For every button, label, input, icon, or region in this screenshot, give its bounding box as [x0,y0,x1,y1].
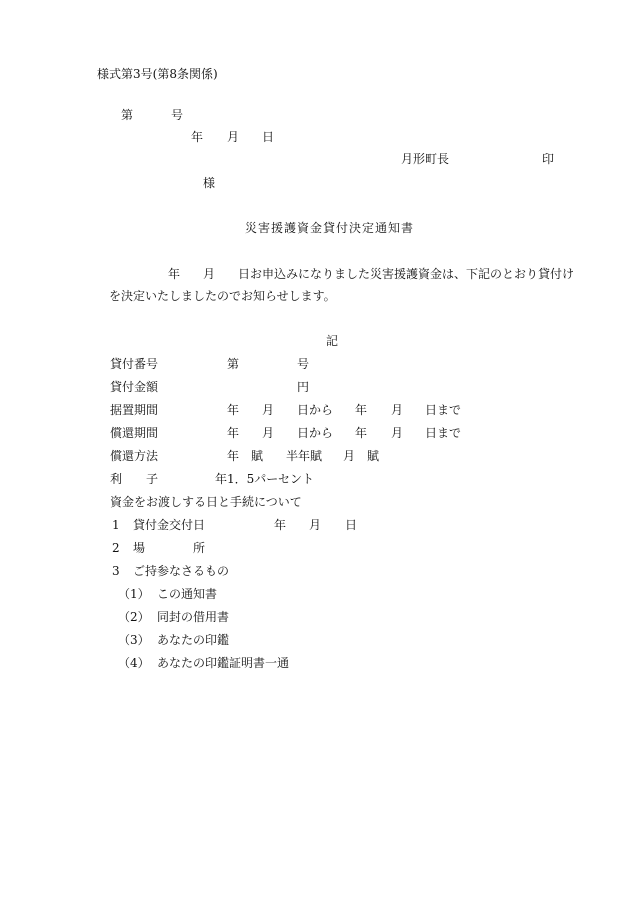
interest-rate: 年1．5パーセント [215,472,315,486]
repayment-month-2: 月 [391,426,404,440]
issue-date-day: 日 [262,130,275,144]
bring-item-text: あなたの印鑑証明書一通 [157,656,290,670]
deferral-until: 日まで [425,403,462,417]
delivery-item1-year: 年 [274,518,287,532]
delivery-item3-num: 3 [112,564,120,578]
doc-number-go: 号 [171,108,184,122]
delivery-item1-num: 1 [112,518,120,532]
repayment-until: 日まで [425,426,462,440]
loan-number-go: 号 [297,357,310,371]
repayment-period-label: 償還期間 [110,426,159,440]
bring-item-num: （1） [118,587,150,601]
repayment-method-label: 償還方法 [110,449,159,463]
loan-amount-label: 貸付金額 [110,380,159,394]
application-year: 年 [168,267,181,281]
deferral-year-2: 年 [355,403,368,417]
issue-date-year: 年 [191,130,204,144]
repayment-annual: 年 賦 [227,449,264,463]
ki-heading: 記 [326,334,339,348]
body-line-2: を決定いたしましたのでお知らせします。 [109,289,336,303]
repayment-month-1: 月 [262,426,275,440]
repayment-from: 日から [297,426,334,440]
recipient-sama: 様 [203,176,216,190]
loan-number-label: 貸付番号 [110,357,159,371]
delivery-item1-label: 貸付金交付日 [133,518,206,532]
issuer-name: 月形町長 [401,152,450,166]
bring-item-text: 同封の借用書 [157,610,230,624]
deferral-year-1: 年 [227,403,240,417]
bring-item-num: （2） [118,610,150,624]
bring-item-num: （4） [118,656,150,670]
repayment-semiannual: 半年賦 [286,449,323,463]
bring-item-text: あなたの印鑑 [157,633,230,647]
delivery-item1-day: 日 [345,518,358,532]
delivery-heading: 資金をお渡しする日と手続について [110,495,302,509]
delivery-item2-num: 2 [112,541,120,555]
repayment-monthly: 月 賦 [343,449,380,463]
form-label: 様式第3号(第8条関係) [97,67,218,81]
delivery-item3-label: ご持参なさるもの [133,564,230,578]
repayment-year-1: 年 [227,426,240,440]
delivery-item1-month: 月 [309,518,322,532]
loan-number-dai: 第 [227,357,240,371]
bring-item-num: （3） [118,633,150,647]
issue-date-month: 月 [227,130,240,144]
bring-item-text: この通知書 [157,587,218,601]
deferral-month-2: 月 [391,403,404,417]
deferral-label: 据置期間 [110,403,159,417]
loan-amount-yen: 円 [297,380,310,394]
deferral-month-1: 月 [262,403,275,417]
deferral-from: 日から [297,403,334,417]
repayment-year-2: 年 [355,426,368,440]
interest-label: 利 子 [110,472,159,486]
application-month: 月 [203,267,216,281]
document-title: 災害援護資金貸付決定通知書 [245,221,415,235]
delivery-item2-label: 場 所 [133,541,206,555]
seal-mark: 印 [542,152,555,166]
doc-number-dai: 第 [121,108,134,122]
body-line-1: 日お申込みになりました災害援護資金は、下記のとおり貸付け [238,267,575,281]
